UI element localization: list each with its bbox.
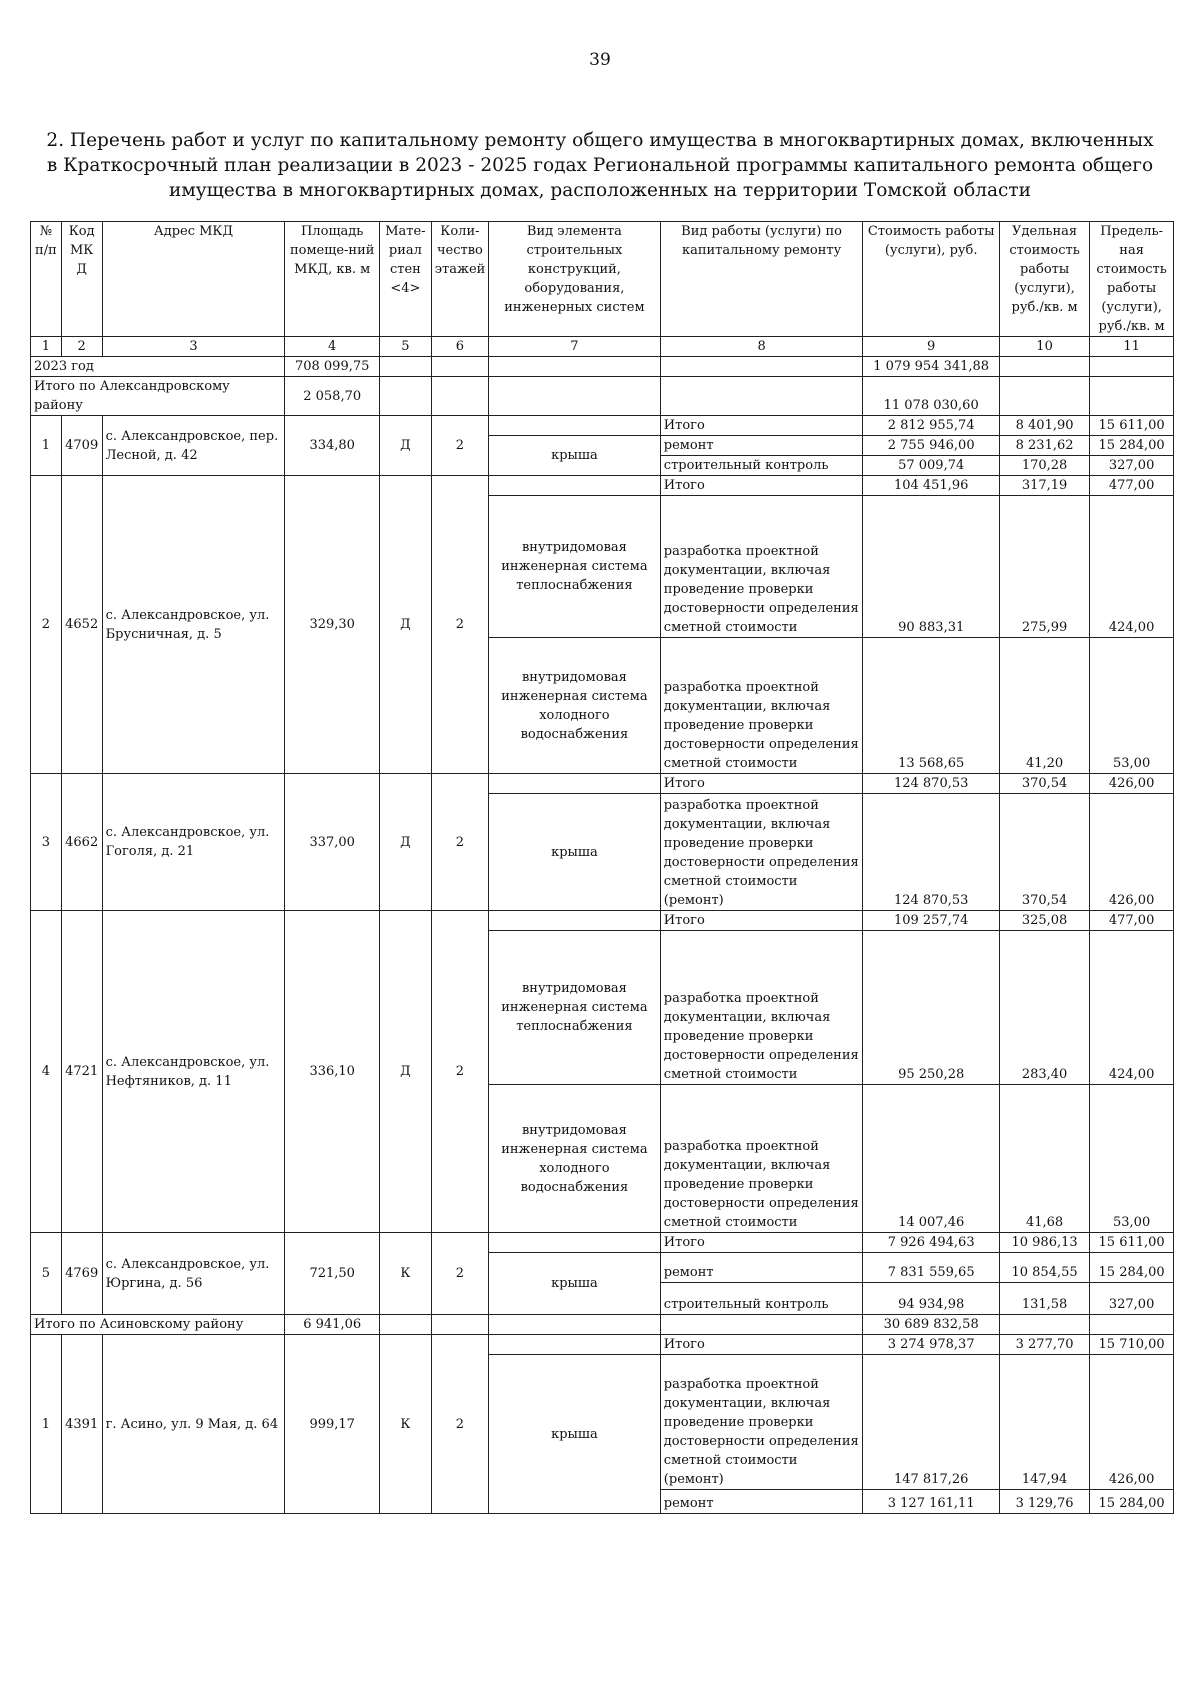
row-num: 3 <box>31 774 62 911</box>
row-num: 2 <box>31 476 62 774</box>
cost-value: 2 755 946,00 <box>863 436 1000 456</box>
work-label: Итого <box>660 1233 863 1253</box>
page-number: 39 <box>589 50 611 70</box>
unit-cost-value: 41,68 <box>999 1085 1089 1233</box>
cost-value: 3 274 978,37 <box>863 1335 1000 1355</box>
row-area: 336,10 <box>285 911 380 1233</box>
row-floors: 2 <box>431 416 488 476</box>
limit-cost-value: 53,00 <box>1090 1085 1174 1233</box>
column-numbers-row <box>31 337 1174 357</box>
district-cost: 30 689 832,58 <box>863 1315 1000 1335</box>
element-name: внутридомовая инженерная система теплоснабжения <box>489 496 661 638</box>
table-row <box>31 911 1174 931</box>
limit-cost-value: 15 284,00 <box>1090 1490 1174 1514</box>
cost-value: 3 127 161,11 <box>863 1490 1000 1514</box>
table-row <box>31 476 1174 496</box>
unit-cost-value: 283,40 <box>999 931 1089 1085</box>
row-address: с. Александровское, ул. Юргина, д. 56 <box>102 1233 285 1315</box>
row-num: 1 <box>31 1335 62 1514</box>
district-area: 6 941,06 <box>285 1315 380 1335</box>
element-name: крыша <box>489 794 661 911</box>
cost-value: 14 007,46 <box>863 1085 1000 1233</box>
cost-value: 104 451,96 <box>863 476 1000 496</box>
district-label: Итого по Александровскому району <box>31 377 285 416</box>
limit-cost-value: 426,00 <box>1090 794 1174 911</box>
element-name: крыша <box>489 1253 661 1315</box>
limit-cost-value: 477,00 <box>1090 911 1174 931</box>
unit-cost-value: 41,20 <box>999 638 1089 774</box>
row-address: с. Александровское, ул. Гоголя, д. 21 <box>102 774 285 911</box>
header-address: Адрес МКД <box>102 222 285 337</box>
row-floors: 2 <box>431 1335 488 1514</box>
unit-cost-value: 10 854,55 <box>999 1253 1089 1283</box>
element-name: внутридомовая инженерная система холодного водоснабжения <box>489 638 661 774</box>
work-label: Итого <box>660 774 863 794</box>
work-description: разработка проектной документации, включая проведение проверки достоверности определения сметной стоимости <box>660 1085 863 1233</box>
element-name: внутридомовая инженерная система холодного водоснабжения <box>489 1085 661 1233</box>
limit-cost-value: 15 284,00 <box>1090 436 1174 456</box>
row-num: 4 <box>31 911 62 1233</box>
col-number: 9 <box>863 337 1000 357</box>
document-title: 2. Перечень работ и услуг по капитальному ремонту общего имущества в многоквартирных домах, включенных в Краткосрочный план реализации в 2023 - 2025 годах Региональной программы капитального ремонта общего имущества в многоквартирных домах, расположенных на территории Томской области <box>46 130 1154 201</box>
limit-cost-value: 477,00 <box>1090 476 1174 496</box>
work-description: разработка проектной документации, включая проведение проверки достоверности определения сметной стоимости (ремонт) <box>660 1355 863 1490</box>
element-name: крыша <box>489 436 661 476</box>
row-floors: 2 <box>431 774 488 911</box>
row-area: 334,80 <box>285 416 380 476</box>
district-total-row <box>31 377 1174 416</box>
work-description: разработка проектной документации, включая проведение проверки достоверности определения сметной стоимости <box>660 931 863 1085</box>
row-num: 1 <box>31 416 62 476</box>
row-code: 4709 <box>61 416 102 476</box>
col-number: 6 <box>431 337 488 357</box>
unit-cost-value: 131,58 <box>999 1283 1089 1315</box>
row-area: 329,30 <box>285 476 380 774</box>
limit-cost-value: 15 611,00 <box>1090 416 1174 436</box>
cost-value: 124 870,53 <box>863 794 1000 911</box>
row-material: Д <box>380 774 432 911</box>
row-code: 4652 <box>61 476 102 774</box>
limit-cost-value: 426,00 <box>1090 1355 1174 1490</box>
row-floors: 2 <box>431 911 488 1233</box>
header-floors: Коли-чество этажей <box>431 222 488 337</box>
cost-value: 95 250,28 <box>863 931 1000 1085</box>
work-label: Итого <box>660 476 863 496</box>
row-floors: 2 <box>431 476 488 774</box>
unit-cost-value: 325,08 <box>999 911 1089 931</box>
limit-cost-value: 424,00 <box>1090 931 1174 1085</box>
limit-cost-value: 327,00 <box>1090 456 1174 476</box>
cost-value: 94 934,98 <box>863 1283 1000 1315</box>
col-number: 8 <box>660 337 863 357</box>
year-label: 2023 год <box>31 357 285 377</box>
table-row <box>31 416 1174 436</box>
unit-cost-value: 10 986,13 <box>999 1233 1089 1253</box>
cost-value: 109 257,74 <box>863 911 1000 931</box>
unit-cost-value: 3 129,76 <box>999 1490 1089 1514</box>
cost-value: 147 817,26 <box>863 1355 1000 1490</box>
unit-cost-value: 8 231,62 <box>999 436 1089 456</box>
cost-value: 57 009,74 <box>863 456 1000 476</box>
element-name: внутридомовая инженерная система теплоснабжения <box>489 931 661 1085</box>
work-label: Итого <box>660 416 863 436</box>
row-address: с. Александровское, ул. Брусничная, д. 5 <box>102 476 285 774</box>
cost-value: 124 870,53 <box>863 774 1000 794</box>
work-description: разработка проектной документации, включая проведение проверки достоверности определения сметной стоимости (ремонт) <box>660 794 863 911</box>
row-code: 4662 <box>61 774 102 911</box>
row-area: 999,17 <box>285 1335 380 1514</box>
header-element: Вид элемента строительных конструкций, оборудования, инженерных систем <box>489 222 661 337</box>
works-table <box>30 221 1174 1514</box>
col-number: 5 <box>380 337 432 357</box>
work-description: разработка проектной документации, включая проведение проверки достоверности определения сметной стоимости <box>660 496 863 638</box>
unit-cost-value: 170,28 <box>999 456 1089 476</box>
unit-cost-value: 317,19 <box>999 476 1089 496</box>
row-num: 5 <box>31 1233 62 1315</box>
row-code: 4391 <box>61 1335 102 1514</box>
row-area: 721,50 <box>285 1233 380 1315</box>
work-label: ремонт <box>660 1490 863 1514</box>
cost-value: 13 568,65 <box>863 638 1000 774</box>
limit-cost-value: 15 611,00 <box>1090 1233 1174 1253</box>
table-row <box>31 1335 1174 1355</box>
year-total-row <box>31 357 1174 377</box>
row-address: с. Александровское, ул. Нефтяников, д. 11 <box>102 911 285 1233</box>
limit-cost-value: 15 284,00 <box>1090 1253 1174 1283</box>
work-label: строительный контроль <box>660 1283 863 1315</box>
row-material: Д <box>380 476 432 774</box>
year-area: 708 099,75 <box>285 357 380 377</box>
row-area: 337,00 <box>285 774 380 911</box>
unit-cost-value: 370,54 <box>999 774 1089 794</box>
col-number: 10 <box>999 337 1089 357</box>
table-row <box>31 774 1174 794</box>
unit-cost-value: 3 277,70 <box>999 1335 1089 1355</box>
row-material: Д <box>380 416 432 476</box>
district-total-row <box>31 1315 1174 1335</box>
header-limit-cost: Предель-ная стоимость работы (услуги), руб./кв. м <box>1090 222 1174 337</box>
col-number: 4 <box>285 337 380 357</box>
header-code: Код МК Д <box>61 222 102 337</box>
cost-value: 90 883,31 <box>863 496 1000 638</box>
row-material: К <box>380 1233 432 1315</box>
district-cost: 11 078 030,60 <box>863 377 1000 416</box>
work-label: строительный контроль <box>660 456 863 476</box>
row-address: с. Александровское, пер. Лесной, д. 42 <box>102 416 285 476</box>
table-row <box>31 1233 1174 1253</box>
header-row <box>31 222 1174 337</box>
district-area: 2 058,70 <box>285 377 380 416</box>
cost-value: 7 831 559,65 <box>863 1253 1000 1283</box>
row-floors: 2 <box>431 1233 488 1315</box>
row-material: Д <box>380 911 432 1233</box>
row-material: К <box>380 1335 432 1514</box>
header-material: Мате-риал стен <4> <box>380 222 432 337</box>
header-num: № п/п <box>31 222 62 337</box>
unit-cost-value: 8 401,90 <box>999 416 1089 436</box>
unit-cost-value: 370,54 <box>999 794 1089 911</box>
limit-cost-value: 327,00 <box>1090 1283 1174 1315</box>
district-label: Итого по Асиновскому району <box>31 1315 285 1335</box>
year-cost: 1 079 954 341,88 <box>863 357 1000 377</box>
work-label: ремонт <box>660 1253 863 1283</box>
limit-cost-value: 53,00 <box>1090 638 1174 774</box>
row-code: 4721 <box>61 911 102 1233</box>
cost-value: 2 812 955,74 <box>863 416 1000 436</box>
work-label: Итого <box>660 911 863 931</box>
unit-cost-value: 147,94 <box>999 1355 1089 1490</box>
header-cost: Стоимость работы (услуги), руб. <box>863 222 1000 337</box>
unit-cost-value: 275,99 <box>999 496 1089 638</box>
col-number: 3 <box>102 337 285 357</box>
limit-cost-value: 15 710,00 <box>1090 1335 1174 1355</box>
col-number: 2 <box>61 337 102 357</box>
col-number: 1 <box>31 337 62 357</box>
element-name: крыша <box>489 1355 661 1514</box>
limit-cost-value: 424,00 <box>1090 496 1174 638</box>
limit-cost-value: 426,00 <box>1090 774 1174 794</box>
cost-value: 7 926 494,63 <box>863 1233 1000 1253</box>
header-work: Вид работы (услуги) по капитальному ремонту <box>660 222 863 337</box>
row-code: 4769 <box>61 1233 102 1315</box>
work-label: Итого <box>660 1335 863 1355</box>
col-number: 11 <box>1090 337 1174 357</box>
work-description: разработка проектной документации, включая проведение проверки достоверности определения сметной стоимости <box>660 638 863 774</box>
header-area: Площадь помеще-ний МКД, кв. м <box>285 222 380 337</box>
col-number: 7 <box>489 337 661 357</box>
header-unit-cost: Удельная стоимость работы (услуги), руб./кв. м <box>999 222 1089 337</box>
work-label: ремонт <box>660 436 863 456</box>
row-address: г. Асино, ул. 9 Мая, д. 64 <box>102 1335 285 1514</box>
